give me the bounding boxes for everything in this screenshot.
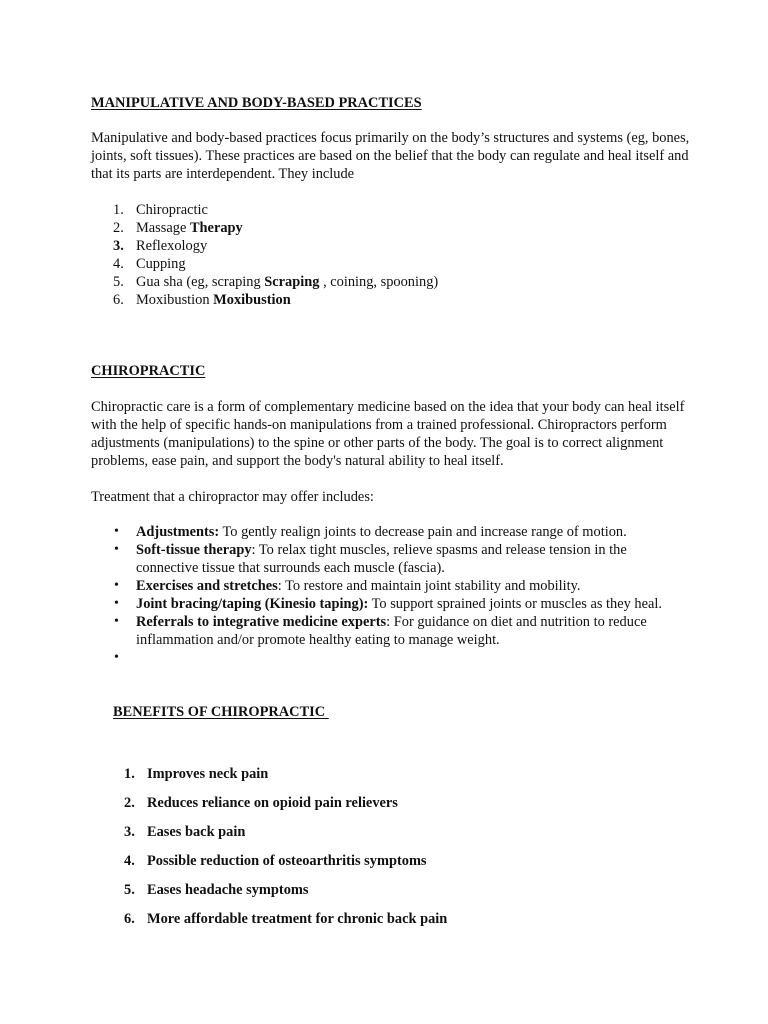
list-item: 6. More affordable treatment for chronic back pain bbox=[124, 911, 448, 927]
list-item: 6. Moxibustion Moxibustion bbox=[113, 292, 291, 308]
list-item: 3. Reflexology bbox=[113, 238, 208, 254]
chiropractic-paragraph: Chiropractic care is a form of complementary medicine based on the idea that your body can heal itself with the help of specific hands-on manipulations from a trained professional. Chiropractors perform adjustments (manipulations) to the spine or other parts of the body. The goal is to correct alignment problems, ease pain, and support the body's natural ability to heal itself. bbox=[91, 399, 685, 469]
treatments-list bbox=[91, 523, 681, 667]
list-item: • Joint bracing/taping (Kinesio taping): To support sprained joints or muscles as they heal. bbox=[114, 596, 662, 612]
intro-paragraph: Manipulative and body-based practices focus primarily on the body’s structures and systems (eg, bones, joints, soft tissues). These practices are based on the belief that the body can regulate and heal itself and that its parts are interdependent. They include bbox=[91, 130, 690, 182]
benefits-list bbox=[91, 765, 447, 939]
list-item: 5. Eases headache symptoms bbox=[124, 882, 309, 898]
list-item: 4. Cupping bbox=[113, 256, 186, 272]
list-item: • bbox=[114, 650, 119, 665]
list-item: • Adjustments: To gently realign joints to decrease pain and increase range of motion. bbox=[114, 524, 627, 540]
list-item: 1. Improves neck pain bbox=[124, 766, 269, 782]
list-item: 2. Massage Therapy bbox=[113, 220, 243, 236]
list-item: 5. Gua sha (eg, scraping Scraping , coining, spooning) bbox=[113, 274, 439, 290]
treatment-intro: Treatment that a chiropractor may offer includes: bbox=[91, 489, 374, 505]
list-item: 4. Possible reduction of osteoarthritis symptoms bbox=[124, 853, 427, 869]
list-item: • Exercises and stretches: To restore and maintain joint stability and mobility. bbox=[114, 578, 581, 594]
list-item: • Referrals to integrative medicine experts: For guidance on diet and nutrition to reduce inflammation and/or promote healthy eating to manage weight. bbox=[114, 614, 647, 648]
section-heading-chiropractic: CHIROPRACTIC bbox=[91, 363, 206, 379]
list-item: 2. Reduces reliance on opioid pain relievers bbox=[124, 795, 398, 811]
list-item: 1. Chiropractic bbox=[113, 202, 208, 218]
list-item: • Soft-tissue therapy: To relax tight muscles, relieve spasms and release tension in the connective tissue that surrounds each muscle (fascia). bbox=[114, 542, 627, 576]
list-item: 3. Eases back pain bbox=[124, 824, 246, 840]
practices-list bbox=[91, 201, 438, 309]
section-heading-manipulative: MANIPULATIVE AND BODY-BASED PRACTICES bbox=[91, 95, 422, 111]
section-heading-benefits: BENEFITS OF CHIROPRACTIC bbox=[113, 704, 329, 720]
